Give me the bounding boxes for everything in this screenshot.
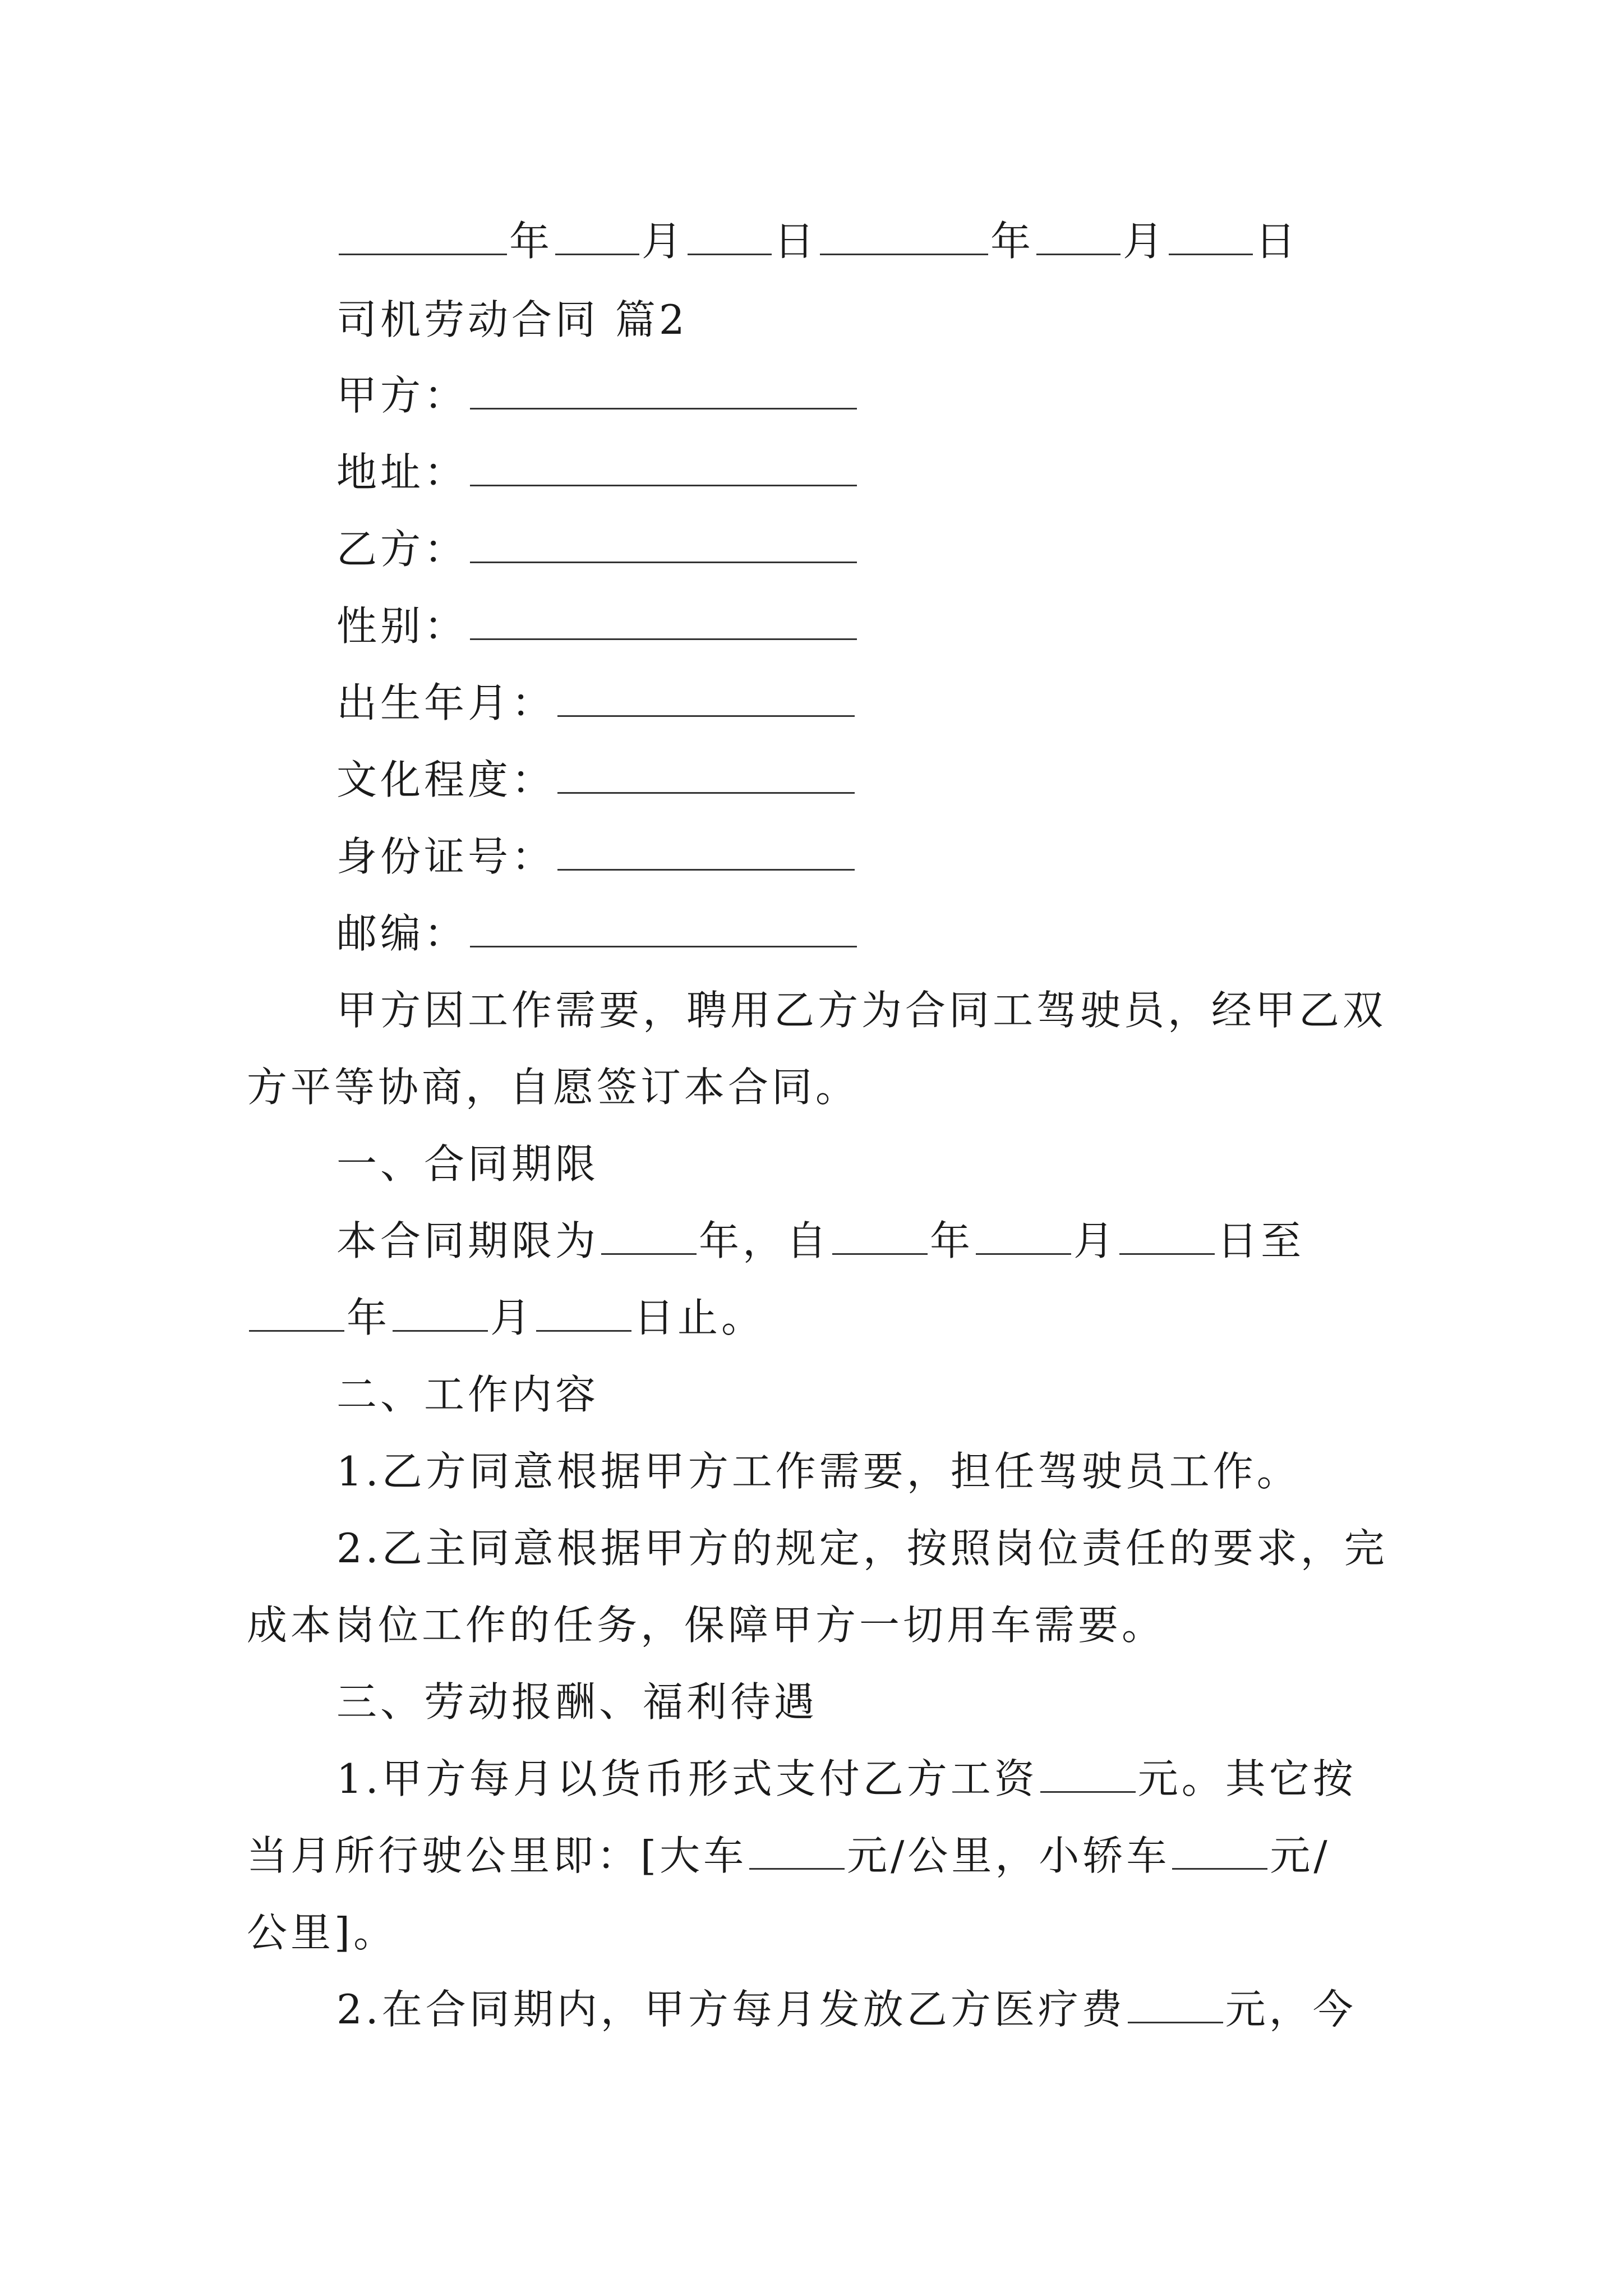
blank-truck-rate [749,1828,845,1870]
field-party-b [336,521,859,577]
section2-item2-line1: 2.乙主同意根据甲方的规定，按照岗位责任的要求，完 [336,1525,1388,1572]
blank-end-month [393,1290,488,1332]
field-gender [336,598,859,654]
section3-item1-text-b: 元。其它按 [1137,1755,1357,1802]
section1-para-line1 [336,1213,1304,1269]
date-year1: 年 [509,218,554,265]
section3-item1-text-d: 元/公里，小轿车 [847,1832,1170,1879]
document-title: 司机劳动合同 篇2 [336,296,688,343]
section3-item2-line1 [336,1981,1357,2037]
blank-year1 [339,213,507,255]
section3-item2-text-a: 2.在合同期内，甲方每月发放乙方医疗费 [336,1986,1126,2033]
section1-text-e: 日至 [1217,1217,1305,1264]
field-postcode [336,905,859,961]
field-postcode-label: 邮编： [336,910,468,957]
section1-text-g: 月 [490,1294,534,1341]
field-id-number [336,829,857,885]
blank-year2 [820,213,988,255]
section3-item1-line3: 公里]。 [247,1909,398,1956]
blank-end-day [536,1290,631,1332]
blank-start-month [976,1213,1071,1255]
field-id-number-blank [557,829,855,871]
intro-line-2: 方平等协商，自愿签订本合同。 [247,1064,860,1111]
section1-para-line2 [247,1290,765,1346]
field-birth [336,675,857,731]
blank-start-day [1119,1213,1215,1255]
blank-day1 [688,213,772,255]
section2-item2-line2: 成本岗位工作的任务，保障甲方一切用车需要。 [247,1602,1166,1649]
blank-medical-fee [1128,1981,1223,2023]
field-postcode-blank [470,905,857,947]
field-education [336,752,857,808]
section1-text-b: 年，自 [699,1217,831,1264]
field-gender-blank [470,598,857,640]
field-education-blank [557,752,855,794]
section2-heading: 二、工作内容 [336,1371,600,1418]
field-address [336,444,859,500]
section3-item1-text-a: 1.甲方每月以货币形式支付乙方工资 [336,1755,1038,1802]
section1-text-f: 年 [347,1294,391,1341]
date-month1: 月 [642,218,686,265]
section1-text-a: 本合同期限为 [336,1217,600,1264]
field-education-label: 文化程度： [336,756,556,803]
blank-salary [1040,1751,1136,1793]
date-day1: 日 [774,218,818,265]
section3-item1-line2 [247,1828,1331,1884]
section3-item1-text-c: 当月所行驶公里即：[大车 [247,1832,748,1879]
date-year2: 年 [990,218,1035,265]
date-day2: 日 [1255,218,1299,265]
field-birth-blank [557,675,855,717]
field-gender-label: 性别： [336,602,468,650]
section3-item1-line1 [336,1751,1357,1807]
field-party-b-label: 乙方： [336,526,468,573]
blank-car-rate [1172,1828,1267,1870]
date-line [336,213,1299,269]
blank-term-years [601,1213,697,1255]
section2-item1: 1.乙方同意根据甲方工作需要，担任驾驶员工作。 [336,1448,1301,1495]
blank-end-year [249,1290,344,1332]
date-month2: 月 [1123,218,1167,265]
section1-text-c: 年 [930,1217,974,1264]
field-id-number-label: 身份证号： [336,833,556,880]
field-party-a-label: 甲方： [336,372,468,419]
blank-day2 [1169,213,1253,255]
blank-start-year [832,1213,928,1255]
blank-month2 [1036,213,1121,255]
blank-month1 [555,213,639,255]
field-party-b-blank [470,521,857,563]
section1-text-h: 日止。 [634,1294,766,1341]
field-party-a-blank [470,367,857,409]
field-address-label: 地址： [336,449,468,496]
section3-item2-text-b: 元，今 [1225,1986,1357,2033]
field-birth-label: 出生年月： [336,679,556,726]
section3-item1-text-e: 元/ [1270,1832,1331,1879]
section1-heading: 一、合同期限 [336,1140,600,1188]
intro-line-1: 甲方因工作需要，聘用乙方为合同工驾驶员，经甲乙双 [336,987,1387,1034]
section3-heading: 三、劳动报酬、福利待遇 [336,1678,818,1726]
field-party-a [336,367,859,424]
section1-text-d: 月 [1073,1217,1118,1264]
field-address-blank [470,444,857,486]
